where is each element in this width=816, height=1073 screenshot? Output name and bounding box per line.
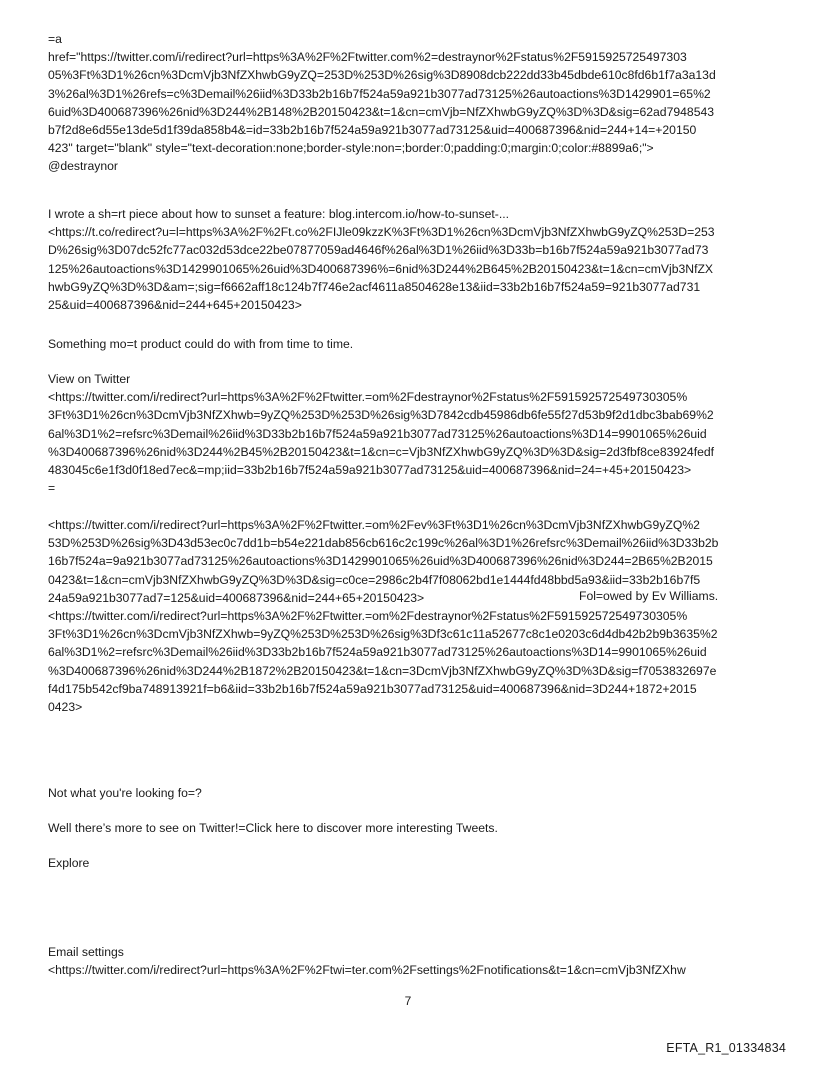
view-on-twitter-link — [48, 370, 770, 497]
tweet-text — [48, 205, 770, 314]
text-line: 16b7f524a=9a921b3077ad73125%26autoactions%3D1429901065%26uid%3D400687396%26nid%3D244=2B65%2B2015 — [48, 554, 713, 569]
text-line: Something mo=t product could do with from time to time. — [48, 337, 354, 351]
explore-text — [48, 854, 770, 872]
not-looking-text — [48, 784, 770, 802]
text-line: hwbG9yZQ%3D%3D&am=;sig=f6662aff18c124b7f746e2acf4611a8504628e13&iid=33b2b16b7f524a59=921b3077ad731 — [48, 279, 701, 294]
text-line: b7f2d8e6d55e13de5d1f39da858b4&=id=33b2b16b7f524a59a921b3077ad73125&uid=400687396&nid=244+14=+20150 — [48, 123, 697, 138]
text-line: 483045c6e1f3d0f18ed7ec&=mp;iid=33b2b16b7f524a59a921b3077ad73125&uid=400687396&nid=24=+45+20150423> — [48, 463, 692, 478]
text-line: 05%3Ft%3D1%26cn%3DcmVjb3NfZXhwbG9yZQ=253D%253D%26sig%3D8908dcb222dd33b45dbde610c8fd6b1f7a3a13d — [48, 68, 716, 83]
text-line: %3D400687396%26nid%3D244%2B1872%2B20150423&t=1&cn=3DcmVjb3NfZXhwbG9yZQ%3D%3D&sig=f7053832697e — [48, 663, 717, 678]
text-line: 3%26al%3D1%26refs=c%3Demail%26iid%3D33b2b16b7f524a59a921b3077ad73125%26autoactions%3D1429901=65%2 — [48, 86, 711, 101]
more-to-see-text — [48, 819, 770, 837]
text-line: <https://t.co/redirect?u=l=https%3A%2F%2Ft.co%2FIJle09kzzK%3Ft%3D1%26cn%3DcmVjb3NfZXhwbG9yZQ%253D=253 — [48, 225, 715, 240]
text-line: <https://twitter.com/i/redirect?url=https%3A%2F%2Ftwitter.=om%2Fdestraynor%2Fstatus%2F591592572549730305% — [48, 390, 688, 405]
text-line: Email settings — [48, 945, 124, 959]
text-line: Explore — [48, 856, 90, 870]
text-line: %3D400687396%26nid%3D244%2B45%2B20150423&t=1&cn=c=Vjb3NfZXhwbG9yZQ%3D%3D&sig=2d3fbf8ce83924fedf — [48, 444, 715, 459]
followed-by-text: Fol=owed by Ev Williams. — [579, 589, 719, 603]
text-line: 6al%3D1%2=refsrc%3Demail%26iid%3D33b2b16b7f524a59a921b3077ad73125%26autoactions%3D14=9901065%26uid — [48, 426, 707, 441]
text-line: f4d175b542cf9ba748913921f=b6&iid=33b2b16b7f524a59a921b3077ad73125&uid=400687396&nid=3D244+1872+2015 — [48, 681, 697, 696]
text-line: 3Ft%3D1%26cn%3DcmVjb3NfZXhwb=9yZQ%253D%253D%26sig%3Df3c61c11a52677c8c1e0203c6d4db42b2b9b3635%2 — [48, 627, 718, 642]
text-line: = — [48, 481, 56, 496]
email-html-fragment — [48, 30, 770, 176]
text-line: 423" target="blank" style="text-decoration:none;border-style:non=;border:0;padding:0;margin:0;color:#8899a6;"> — [48, 141, 654, 156]
text-line: 3Ft%3D1%26cn%3DcmVjb3NfZXhwb=9yZQ%253D%253D%26sig%3D7842cdb45986db6fe55f27d53b9f2d1dbc3bab69%2 — [48, 408, 714, 423]
text-line: 6uid%3D400687396%26nid%3D244%2B148%2B20150423&t=1&cn=cmVjb=NfZXhwbG9yZQ%3D%3D&sig=62ad7948543 — [48, 104, 715, 119]
text-line: 6al%3D1%2=refsrc%3Demail%26iid%3D33b2b16b7f524a59a921b3077ad73125%26autoactions%3D14=9901065%26uid — [48, 645, 707, 660]
text-line: 0423> — [48, 700, 83, 715]
text-line: Not what you're looking fo=? — [48, 786, 202, 800]
text-line: =a — [48, 32, 62, 46]
text-line: Well there’s more to see on Twitter!=Click here to discover more interesting Tweets. — [48, 821, 498, 835]
text-line: 53D%253D%26sig%3D43d53ec0c7dd1b=b54e221dab856cb616c2c199c%26al%3D1%26refsrc%3Demail%26iid%3D33b2b — [48, 536, 719, 551]
text-line: <https://twitter.com/i/redirect?url=https%3A%2F%2Ftwitter.=om%2Fdestraynor%2Fstatus%2F591592572549730305% — [48, 609, 688, 624]
text-line: View on Twitter — [48, 372, 131, 386]
tweet-comment — [48, 335, 770, 353]
text-line: @destraynor — [48, 159, 118, 174]
text-line: 24a59a921b3077ad7=125&uid=400687396&nid=244+65+20150423> — [48, 590, 425, 605]
text-line: <https://twitter.com/i/redirect?url=https%3A%2F%2Ftwitter.=om%2Fev%3Ft%3D1%26cn%3DcmVjb3NfZXhwbG9yZQ%2 — [48, 518, 700, 532]
bates-number: EFTA_R1_01334834 — [666, 1041, 786, 1055]
text-line: I wrote a sh=rt piece about how to sunset a feature: blog.intercom.io/how-to-sunset-... — [48, 207, 510, 221]
page-number: 7 — [404, 994, 412, 1008]
text-line: href="https://twitter.com/i/redirect?url=https%3A%2F%2Ftwitter.com%2=destraynor%2Fstatus%2F5915925725497303 — [48, 50, 687, 65]
redirect-links — [48, 516, 770, 716]
text-line: 125%26autoactions%3D1429901065%26uid%3D400687396%=6nid%3D244%2B645%2B20150423&t=1&cn=cmVjb3NfZX — [48, 261, 714, 276]
text-line: 0423&t=1&cn=cmVjb3NfZXhwbG9yZQ%3D%3D&sig=c0ce=2986c2b4f7f08062bd1e1444fd48bbd5a93&iid=33b2b16b7f5 — [48, 572, 701, 587]
text-line: <https://twitter.com/i/redirect?url=https%3A%2F%2Ftwi=ter.com%2Fsettings%2Fnotifications&t=1&cn=cmVjb3NfZXhw — [48, 963, 686, 978]
text-line: D%26sig%3D07dc52fc77ac032d53dce22be07877059ad4646f%26al%3D1%26iid%3D33b=b16b7f524a59a921b3077ad73 — [48, 243, 709, 258]
email-settings-link — [48, 943, 770, 979]
text-line: 25&uid=400687396&nid=244+645+20150423> — [48, 298, 302, 313]
